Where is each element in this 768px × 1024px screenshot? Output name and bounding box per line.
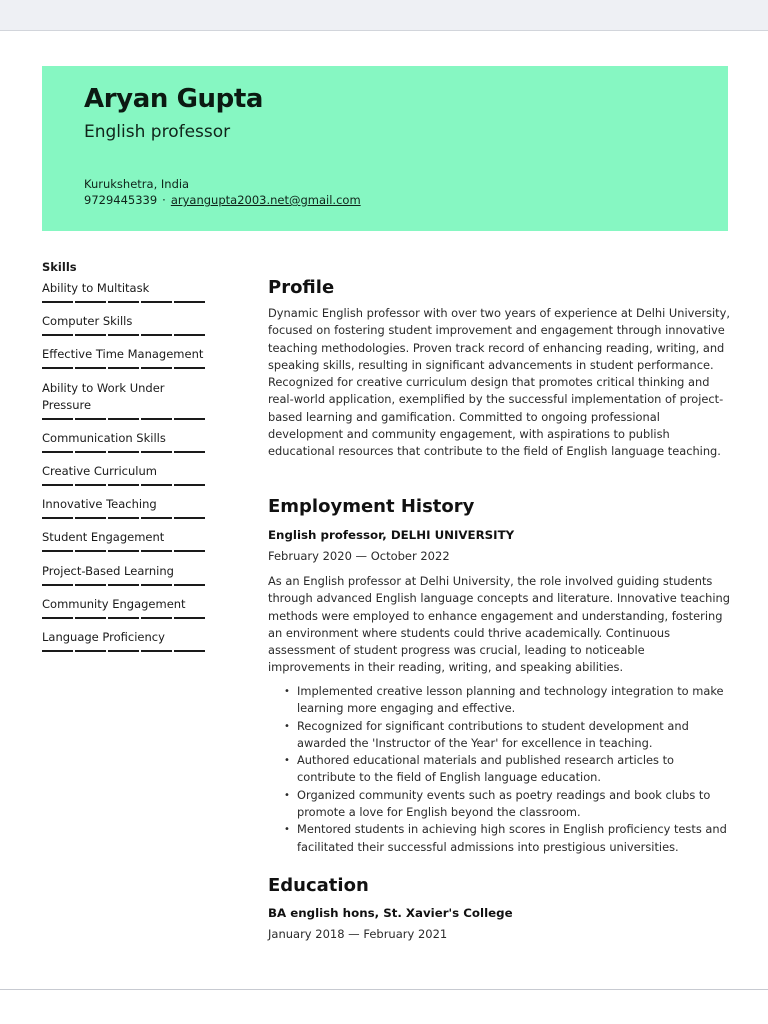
skill-level-bar (42, 584, 212, 586)
resume-page (0, 30, 768, 990)
list-item: • Implemented creative lesson planning and technology integration to make learning more engaging and effective. (297, 683, 732, 718)
job-title: English professor, DELHI UNIVERSITY (268, 528, 515, 542)
skill-label: Computer Skills (42, 314, 133, 328)
skill-label: Community Engagement (42, 597, 186, 611)
education-heading: Education (268, 875, 369, 896)
skill-level-bar (42, 451, 212, 453)
list-item: • Mentored students in achieving high scores in English proficiency tests and facilitated their successful admissions into prestigious universities. (297, 821, 732, 856)
education-title: BA english hons, St. Xavier's College (268, 906, 513, 920)
skill-item (42, 496, 212, 519)
skills-heading: Skills (42, 260, 77, 274)
skill-label: Creative Curriculum (42, 464, 157, 478)
skill-item (42, 380, 212, 420)
job-dates: February 2020 — October 2022 (268, 549, 450, 563)
skill-level-bar (42, 517, 212, 519)
skill-label: Student Engagement (42, 530, 165, 544)
education-dates: January 2018 — February 2021 (268, 927, 448, 941)
skill-item (42, 280, 212, 303)
skill-item (42, 313, 212, 336)
employment-heading: Employment History (268, 496, 475, 517)
resume-header (42, 66, 728, 231)
phone-number: 9729445339 (84, 193, 158, 207)
skill-item (42, 463, 212, 486)
skill-label: Ability to Work Under Pressure (42, 381, 165, 412)
skill-label: Effective Time Management (42, 347, 204, 361)
candidate-location: Kurukshetra, India (84, 177, 190, 191)
candidate-name: Aryan Gupta (84, 84, 264, 114)
skill-level-bar (42, 650, 212, 652)
profile-text: Dynamic English professor with over two years of experience at Delhi University, focused on fostering student improvement and engagement through innovative teaching methodologies. Proven track record of enhancing reading, writing, and speaking skills, resulting in significant advancements in student performance. Recognized for creative curriculum design that promotes critical thinking and real-world application, exemplified by the successful implementation of project-based learning and gamification. Committed to ongoing professional development and community engagement, with aspirations to publish educational resources that contribute to the field of English language teaching. (268, 306, 730, 459)
skill-level-bar (42, 334, 212, 336)
job-description: As an English professor at Delhi University, the role involved guiding students through advanced English language concepts and literature. Innovative teaching methods were employed to enhance engagement and understanding, fostering an environment where students could thrive academically. Continuous assessment of student progress was crucial, leading to noticeable improvements in their reading, writing, and speaking abilities. (268, 574, 730, 675)
job-achievements (268, 683, 732, 856)
list-item: • Organized community events such as poetry readings and book clubs to promote a love for English beyond the classroom. (297, 787, 732, 822)
skill-label: Innovative Teaching (42, 497, 157, 511)
skill-level-bar (42, 301, 212, 303)
skill-label: Project-Based Learning (42, 564, 174, 578)
skill-level-bar (42, 617, 212, 619)
skill-level-bar (42, 484, 212, 486)
skill-level-bar (42, 550, 212, 552)
profile-heading: Profile (268, 277, 335, 298)
contact-separator: · (162, 193, 166, 207)
email-link[interactable]: aryangupta2003.net@gmail.com (170, 193, 361, 207)
skill-label: Communication Skills (42, 431, 166, 445)
contact-line (84, 193, 361, 207)
skill-item (42, 596, 212, 619)
candidate-title: English professor (84, 122, 231, 142)
skill-item (42, 529, 212, 552)
skill-level-bar (42, 367, 212, 369)
skill-label: Ability to Multitask (42, 281, 150, 295)
skill-level-bar (42, 418, 212, 420)
skill-item (42, 430, 212, 453)
skill-label: Language Proficiency (42, 630, 165, 644)
skill-item (42, 629, 212, 652)
viewer-bottom-band (0, 990, 768, 1024)
skill-item (42, 346, 212, 369)
skill-item (42, 563, 212, 586)
list-item: • Authored educational materials and published research articles to contribute to the field of English language education. (297, 752, 732, 787)
list-item: • Recognized for significant contributions to student development and awarded the 'Instructor of the Year' for excellence in teaching. (297, 718, 732, 753)
